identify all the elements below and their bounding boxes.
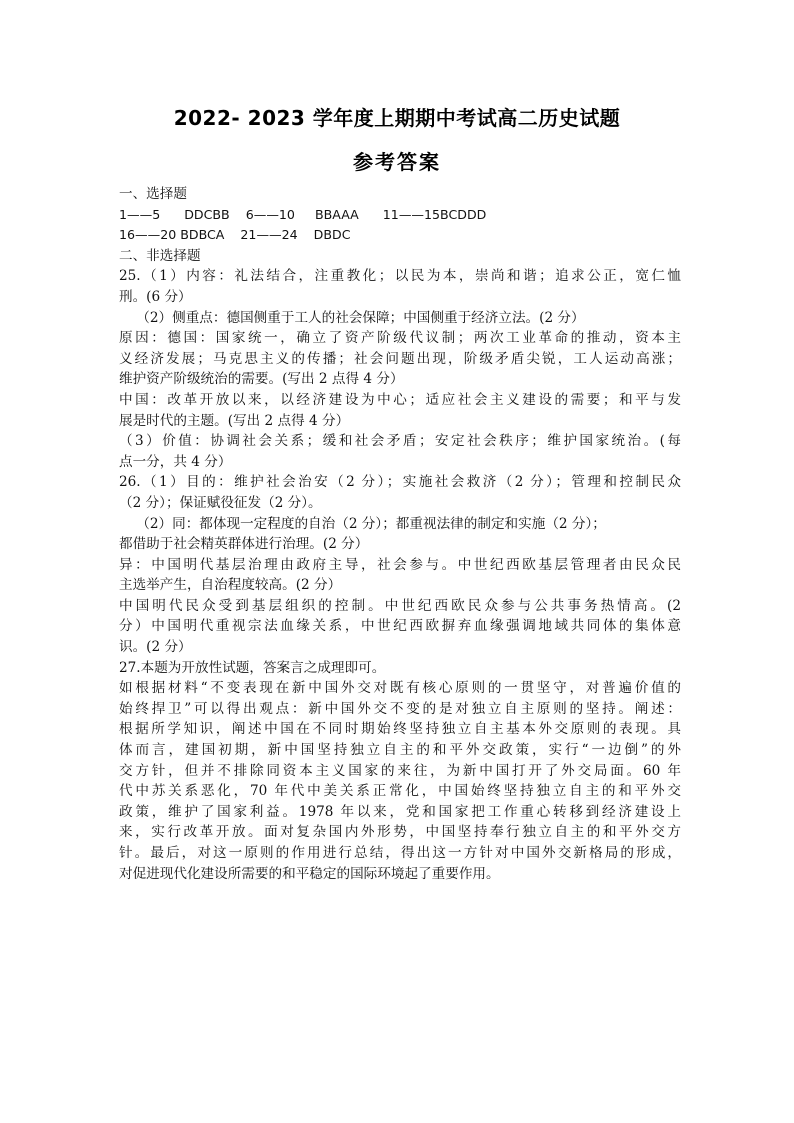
answer-text-line: 分）中国明代重视宗法血缘关系，中世纪西欧摒弃血缘强调地域共同体的集体意 [119,618,681,635]
answer-text-line: 都借助于社会精英群体进行治理。(2 分） [119,536,369,553]
answer-text-line: 根据所学知识，阐述中国在不同时期始终坚持独立自主基本外交原则的表现。具 [119,721,681,738]
answer-text-line: 维护资产阶级统治的需要。(写出 2 点得 4 分） [119,371,404,388]
answer-text-line: 刑。(6 分） [119,288,192,305]
section-heading-nonchoice: 二、非选择题 [119,247,201,264]
answer-text-line: 来，实行改革开放。面对复杂国内外形势，中国坚持奉行独立自主的和平外交方 [119,824,681,841]
answer-text-line: 政策，维护了国家利益。1978 年以来，党和国家把工作重心转移到经济建设上 [119,803,681,820]
section-heading-choice: 一、选择题 [119,186,187,202]
answer-text-line: 展是时代的主题。(写出 2 点得 4 分） [119,412,350,429]
answer-text-line: 交方针，但并不排除同资本主义国家的来往，为新中国打开了外交局面。60 年 [119,762,681,779]
answer-text-line: 中国：改革开放以来，以经济建设为中心；适应社会主义建设的需要；和平与发 [119,391,681,408]
choice-answers-line: 1——5 DDCBB 6——10 BBAAA 11——15BCDDD [119,206,487,222]
answer-text-line: 异：中国明代基层治理由政府主导，社会参与。中世纪西欧基层管理者由民众民 [119,556,681,573]
answer-text-line: 识。(2 分） [119,639,192,656]
answer-text-line: 主选举产生，自治程度较高。(2 分） [119,577,342,594]
page-subtitle: 参考答案 [353,150,441,174]
answer-text-line: 中国明代民众受到基层组织的控制。中世纪西欧民众参与公共事务热情高。(2 [119,597,681,614]
page-title: 2022- 2023 学年度上期期中考试高二历史试题 [173,106,621,130]
answer-text-line: 27.本题为开放性试题，答案言之成理即可。 [119,659,386,676]
answer-text-line: 针。最后，对这一原则的作用进行总结，得出这一方针对中国外交新格局的形成， [119,845,681,861]
answer-text-line: 点一分，共 4 分） [119,453,232,470]
answer-text-line: （2 分）；保证赋役征发（2 分）。 [119,494,322,511]
answer-text-line: （3）价值：协调社会关系；缓和社会矛盾；安定社会秩序；维护国家统治。(每 [119,433,681,450]
answer-text-line: 如根据材料“不变表现在新中国外交对既有核心原则的一贯坚守，对普遍价值的 [119,680,681,697]
choice-answers-line: 16——20 BDBCA 21——24 DBDC [119,227,351,243]
answer-text-line: 义经济发展；马克思主义的传播；社会问题出现，阶级矛盾尖锐，工人运动高涨； [119,350,681,367]
answer-text-line: 体而言，建国初期，新中国坚持独立自主的和平外交政策，实行“一边倒”的外 [119,742,681,759]
answer-text-line: 26.（1）目的：维护社会治安（2 分）；实施社会救济（2 分）；管理和控制民众 [119,474,681,491]
answer-text-line: 始终捍卫”可以得出观点：新中国外交不变的是对独立自主原则的坚持。阐述： [119,700,681,717]
answer-content [119,184,681,884]
answer-text-line: 原因：德国：国家统一，确立了资产阶级代议制；两次工业革命的推动，资本主 [119,330,681,347]
answer-text-line: （2）同：都体现一定程度的自治（2 分）；都重视法律的制定和实施（2 分）； [119,515,606,532]
answer-text-line: 代中苏关系恶化，70 年代中美关系正常化，中国始终坚持独立自主的和平外交 [119,783,681,800]
answer-text-line: 25.（1）内容：礼法结合，注重教化；以民为本，崇尚和谐；追求公正，宽仁恤 [119,268,681,285]
answer-text-line: 对促进现代化建设所需要的和平稳定的国际环境起了重要作用。 [119,865,500,882]
answer-text-line: （2）侧重点：德国侧重于工人的社会保障；中国侧重于经济立法。(2 分） [119,309,585,326]
